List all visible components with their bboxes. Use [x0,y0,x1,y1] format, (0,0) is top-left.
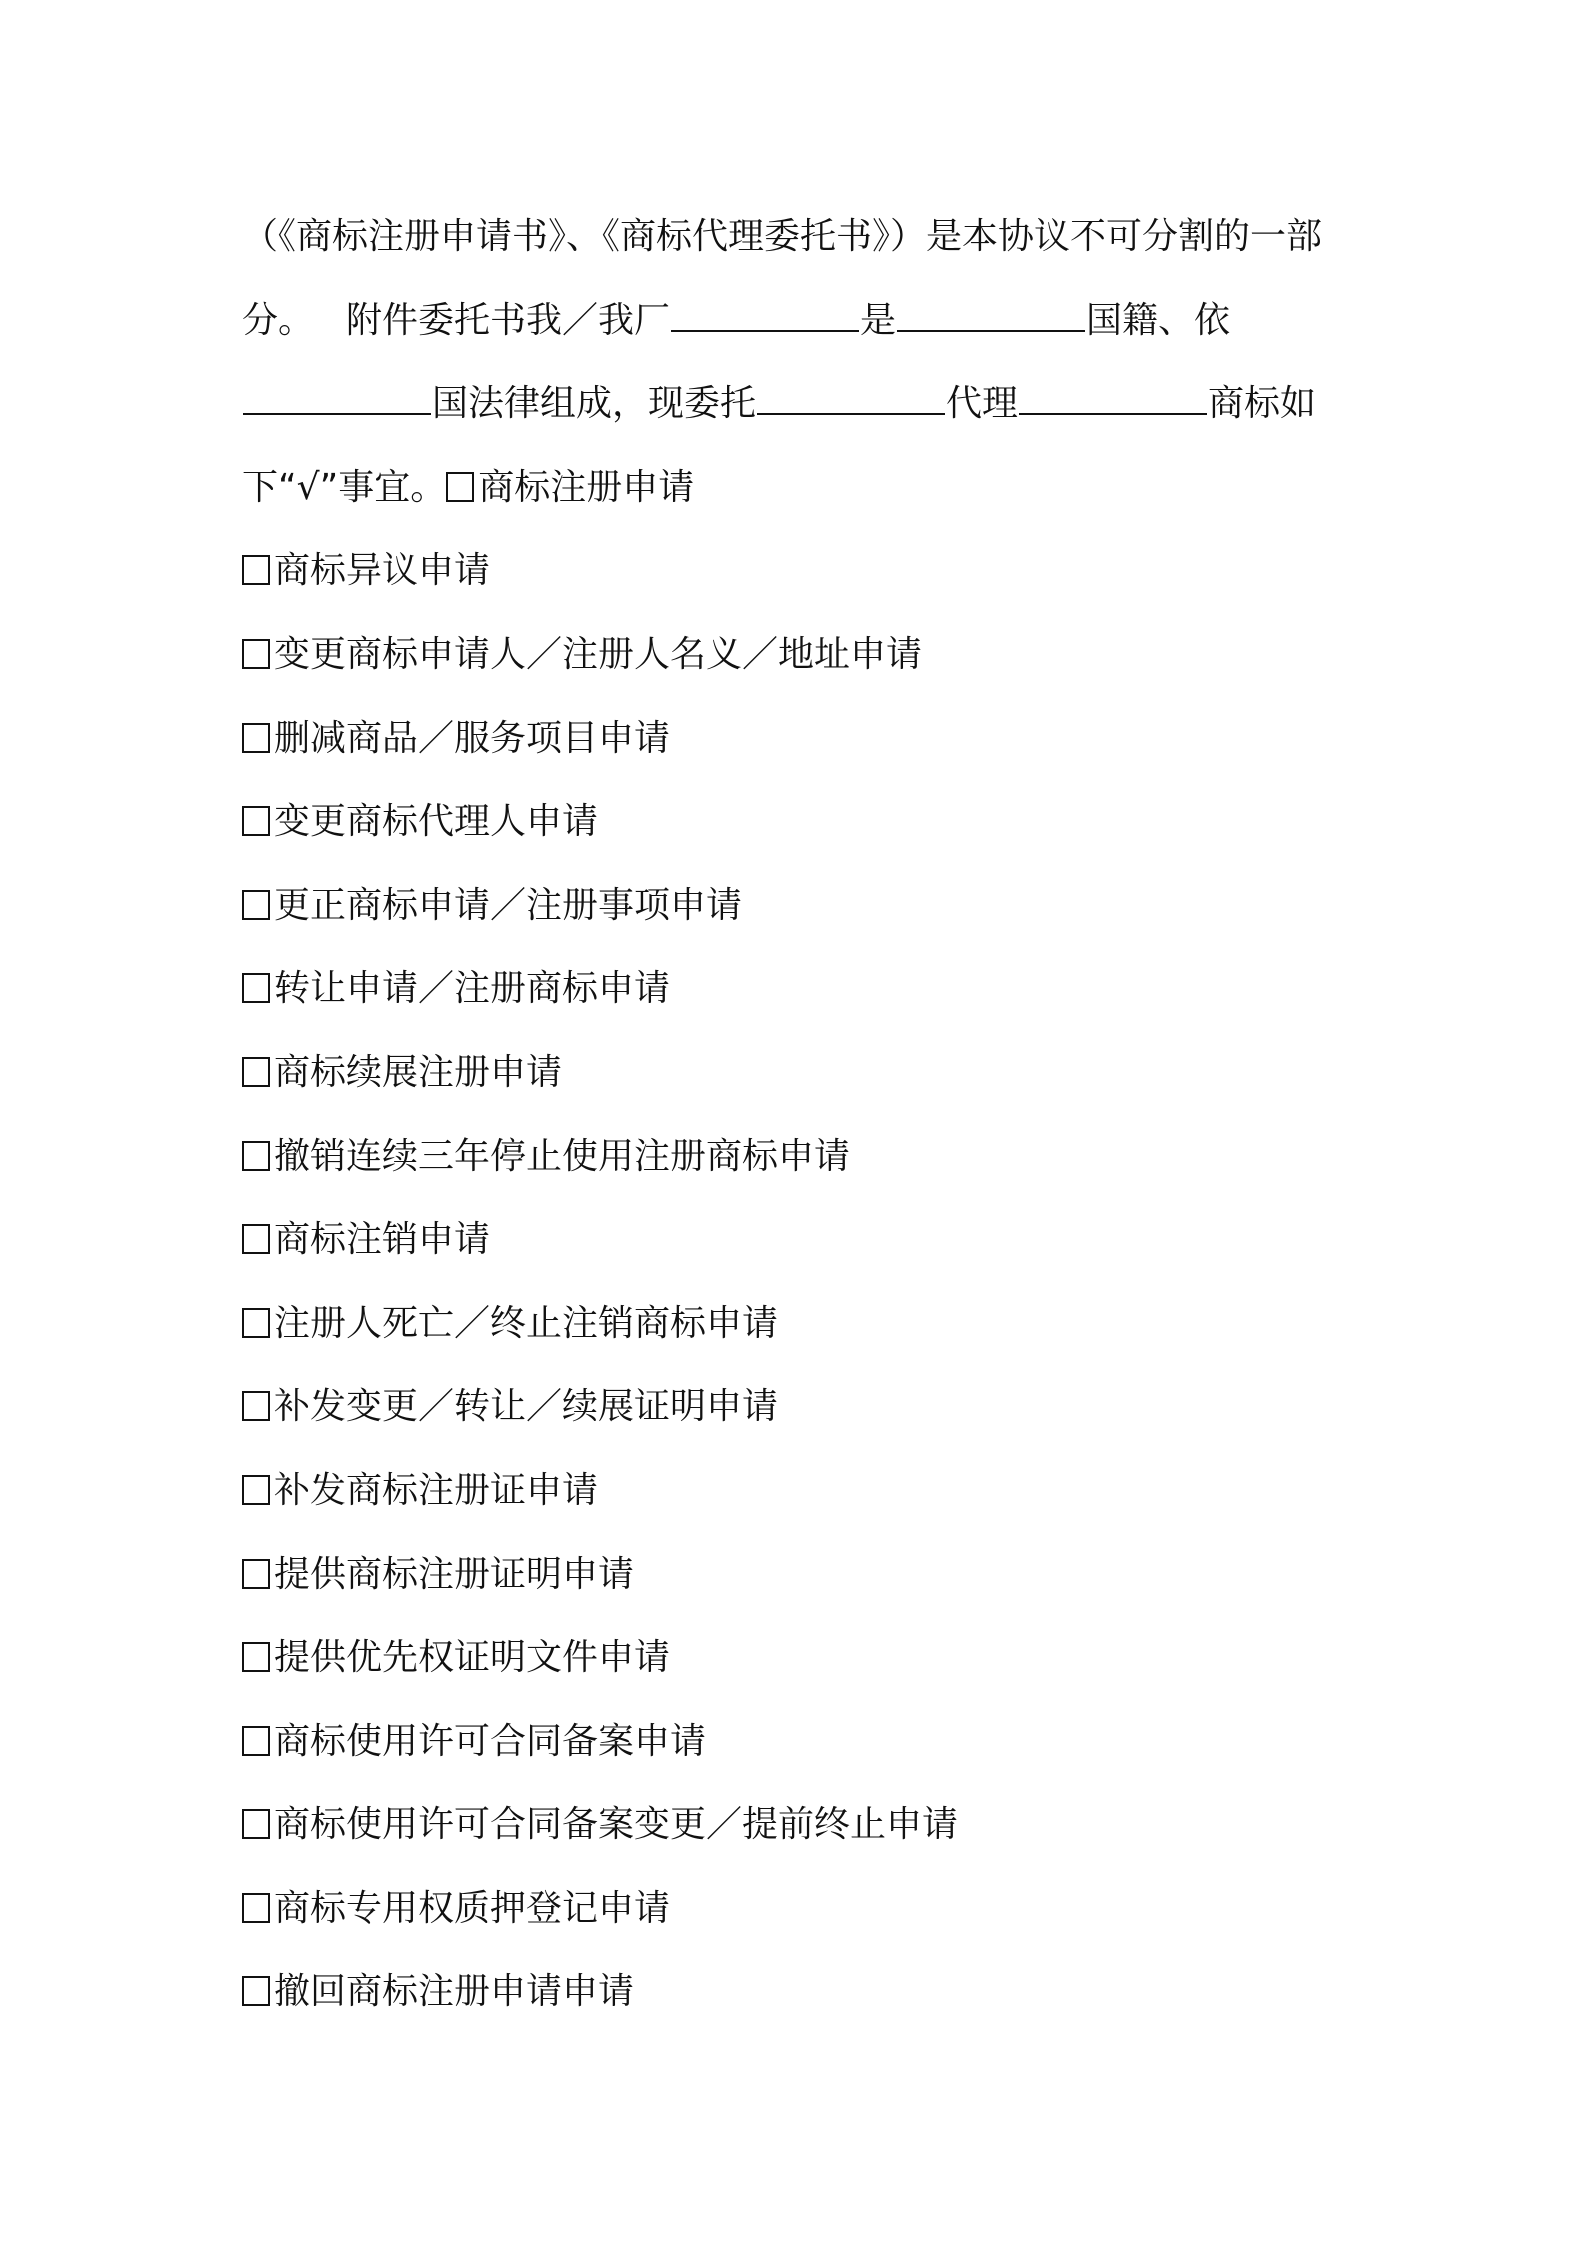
checkbox-icon[interactable] [242,639,270,669]
paragraph-text: 是 [860,299,897,341]
checkbox-icon[interactable] [242,1141,270,1171]
list-item [242,1365,1372,1449]
checkbox-label: 商标续展注册申请 [274,1051,563,1093]
list-item [242,1867,1372,1951]
checkbox-label: 变更商标申请人／注册人名义／地址申请 [274,633,923,675]
checkbox-icon[interactable] [242,723,270,753]
checkbox-icon[interactable] [242,806,270,836]
checkbox-label: 补发商标注册证申请 [274,1469,599,1511]
checkbox-icon[interactable] [242,1391,270,1421]
list-item [242,1282,1372,1366]
checkbox-label: 转让申请／注册商标申请 [274,968,671,1010]
checkbox-icon[interactable] [242,555,270,585]
checkbox-label: 撤销连续三年停止使用注册商标申请 [274,1135,851,1177]
paragraph-text: 分。 [242,299,315,341]
document-body [242,195,1372,2034]
paragraph-text: 下“√”事宜。 [242,466,447,508]
paragraph-line-1 [242,195,1372,279]
checkbox-label: 变更商标代理人申请 [274,801,599,843]
paragraph-text: （《商标注册申请书》、《商标代理委托书》）是本协议不可分割的一部 [242,216,1323,257]
paragraph-text: 商标如 [1208,383,1317,425]
paragraph-text: 附件委托书我／我厂 [346,299,671,341]
list-item [242,1950,1372,2034]
checkbox-icon[interactable] [242,1893,270,1923]
blank-field-trademark[interactable] [1019,383,1207,415]
paragraph-line-3 [242,362,1372,446]
list-item [242,1031,1372,1115]
list-item [242,697,1372,781]
blank-field-country[interactable] [243,383,431,415]
list-item [242,1783,1372,1867]
checkbox-icon[interactable] [242,1642,270,1672]
blank-field-name[interactable] [671,300,859,332]
checkbox-label: 商标使用许可合同备案申请 [274,1720,707,1762]
checkbox-label: 删减商品／服务项目申请 [274,717,671,759]
checkbox-label: 撤回商标注册申请申请 [274,1971,635,2013]
checkbox-label: 注册人死亡／终止注销商标申请 [274,1302,779,1344]
checkbox-label: 提供商标注册证明申请 [274,1553,635,1595]
checkbox-label: 商标注册申请 [478,466,695,508]
checkbox-icon[interactable] [242,973,270,1003]
list-item [242,1533,1372,1617]
checkbox-label: 补发变更／转让／续展证明申请 [274,1386,779,1428]
checkbox-icon[interactable] [242,1559,270,1589]
paragraph-line-2 [242,279,1372,363]
checkbox-icon[interactable] [242,890,270,920]
list-item [242,864,1372,948]
list-item [242,780,1372,864]
list-item [242,529,1372,613]
list-item [242,1700,1372,1784]
list-item [242,1115,1372,1199]
checkbox-icon[interactable] [242,1475,270,1505]
list-item [242,1449,1372,1533]
paragraph-text: 代理 [946,383,1019,425]
checkbox-icon[interactable] [242,1308,270,1338]
list-item [242,947,1372,1031]
checkbox-label: 商标专用权质押登记申请 [274,1887,671,1929]
checkbox-icon[interactable] [242,1976,270,2006]
blank-field-nationality[interactable] [897,300,1085,332]
checkbox-icon[interactable] [446,472,474,502]
application-item-list [242,529,1372,2034]
list-item [242,1198,1372,1282]
paragraph-line-4 [242,446,1372,530]
checkbox-icon[interactable] [242,1726,270,1756]
list-item [242,1616,1372,1700]
paragraph-text: 国法律组成，现委托 [432,383,757,425]
checkbox-label: 提供优先权证明文件申请 [274,1637,671,1679]
checkbox-icon[interactable] [242,1809,270,1839]
checkbox-icon[interactable] [242,1224,270,1254]
checkbox-label: 商标使用许可合同备案变更／提前终止申请 [274,1804,959,1846]
checkbox-label: 商标异议申请 [274,550,491,592]
checkbox-icon[interactable] [242,1057,270,1087]
checkbox-label: 商标注销申请 [274,1219,491,1261]
blank-field-agent[interactable] [757,383,945,415]
checkbox-label: 更正商标申请／注册事项申请 [274,884,743,926]
list-item [242,613,1372,697]
paragraph-text: 国籍、依 [1086,299,1231,341]
